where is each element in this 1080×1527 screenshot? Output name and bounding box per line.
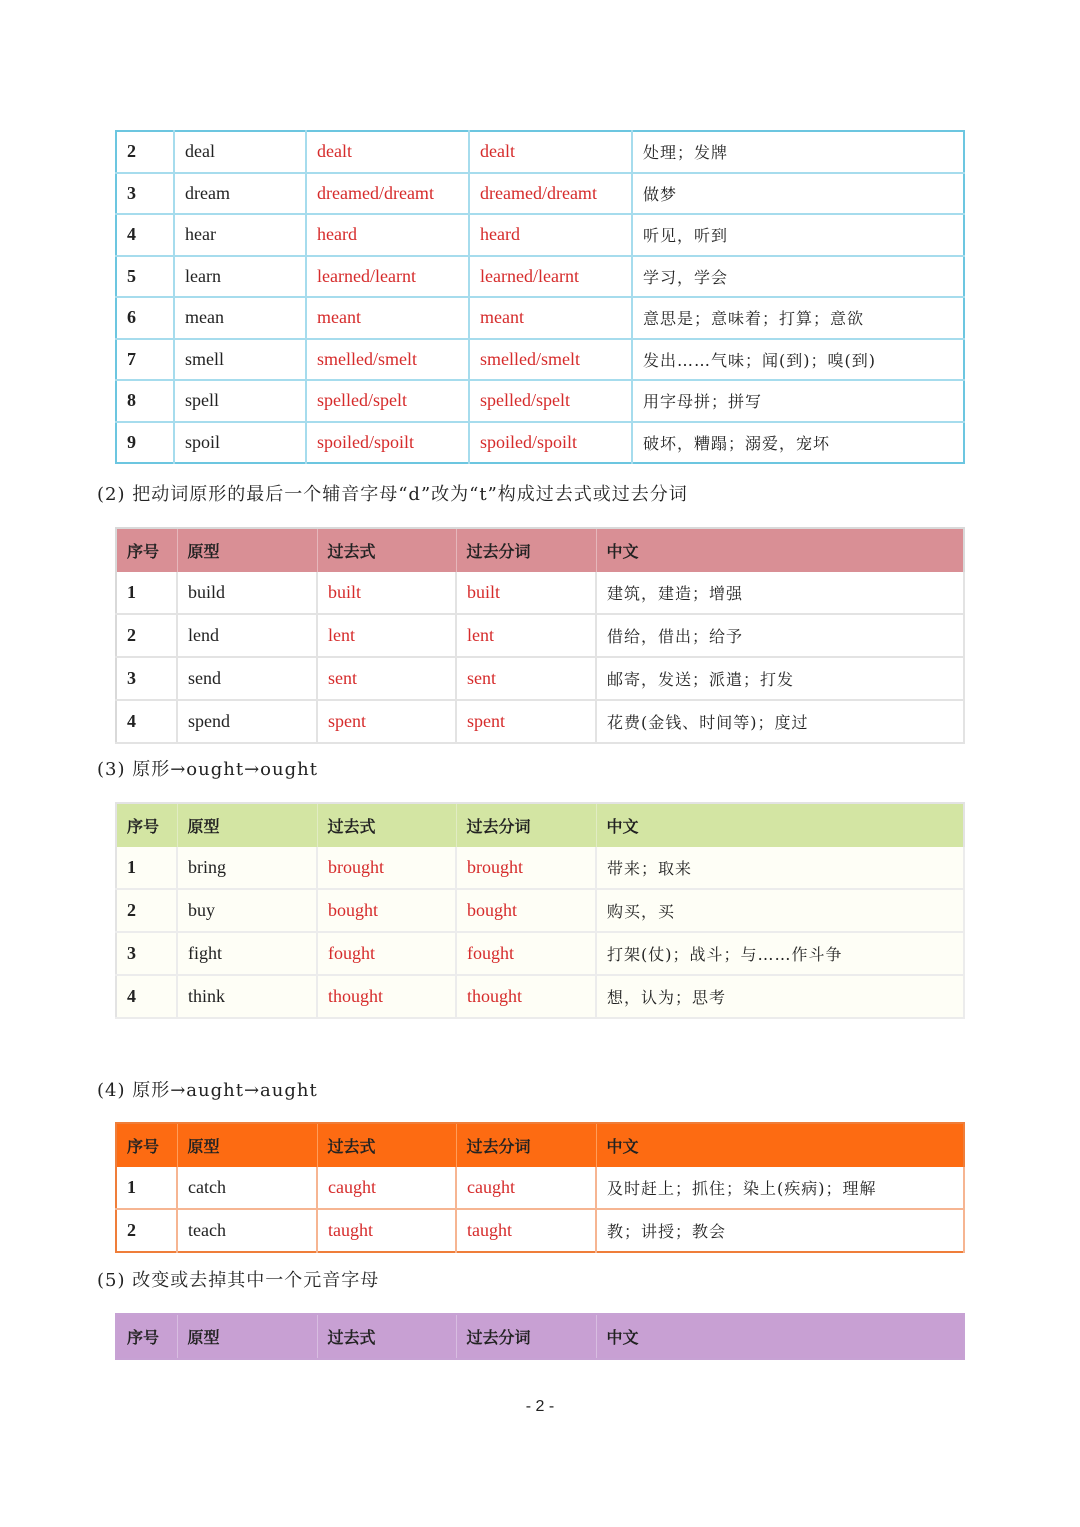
past-participle: dreamed/dreamt bbox=[469, 173, 632, 215]
past-tense: sent bbox=[317, 657, 456, 700]
header-past-participle: 过去分词 bbox=[456, 1314, 596, 1359]
irregular-verbs-table-4 bbox=[115, 1122, 965, 1253]
row-number: 4 bbox=[116, 975, 177, 1018]
chinese-meaning: 带来；取来 bbox=[596, 847, 964, 889]
base-form: send bbox=[177, 657, 317, 700]
header-past-tense: 过去式 bbox=[317, 1314, 456, 1359]
table-row bbox=[116, 847, 964, 889]
header-chinese: 中文 bbox=[596, 528, 964, 572]
past-participle: lent bbox=[456, 614, 596, 657]
base-form: learn bbox=[174, 256, 306, 298]
past-participle: smelled/smelt bbox=[469, 339, 632, 381]
irregular-verbs-table-2 bbox=[115, 527, 965, 744]
base-form: catch bbox=[177, 1167, 317, 1209]
past-participle: built bbox=[456, 572, 596, 614]
base-form: fight bbox=[177, 932, 317, 975]
past-participle: dealt bbox=[469, 131, 632, 173]
row-number: 9 bbox=[116, 422, 174, 464]
table-row bbox=[116, 297, 964, 339]
row-number: 8 bbox=[116, 380, 174, 422]
table-row bbox=[116, 572, 964, 614]
row-number: 3 bbox=[116, 173, 174, 215]
base-form: lend bbox=[177, 614, 317, 657]
base-form: think bbox=[177, 975, 317, 1018]
table-row bbox=[116, 889, 964, 932]
chinese-meaning: 打架(仗)；战斗；与……作斗争 bbox=[596, 932, 964, 975]
row-number: 3 bbox=[116, 932, 177, 975]
table-row bbox=[116, 614, 964, 657]
header-number: 序号 bbox=[116, 1123, 177, 1167]
past-tense: taught bbox=[317, 1209, 456, 1252]
past-participle: thought bbox=[456, 975, 596, 1018]
irregular-verbs-table-5 bbox=[115, 1313, 965, 1360]
table-header-row bbox=[116, 1314, 964, 1359]
row-number: 1 bbox=[116, 572, 177, 614]
table-header-row bbox=[116, 803, 964, 847]
header-chinese: 中文 bbox=[596, 1314, 964, 1359]
header-chinese: 中文 bbox=[596, 803, 964, 847]
chinese-meaning: 教；讲授；教会 bbox=[596, 1209, 964, 1252]
row-number: 3 bbox=[116, 657, 177, 700]
past-participle: caught bbox=[456, 1167, 596, 1209]
table-row bbox=[116, 131, 964, 173]
header-past-tense: 过去式 bbox=[317, 803, 456, 847]
chinese-meaning: 意思是；意味着；打算；意欲 bbox=[632, 297, 964, 339]
chinese-meaning: 听见，听到 bbox=[632, 214, 964, 256]
section-2-heading: (2) 把动词原形的最后一个辅音字母“d”改为“t”构成过去式或过去分词 bbox=[97, 484, 688, 505]
table-header-row bbox=[116, 528, 964, 572]
table-row bbox=[116, 256, 964, 298]
past-participle: heard bbox=[469, 214, 632, 256]
table-row bbox=[116, 932, 964, 975]
section-3-heading: (3) 原形→ought→ought bbox=[97, 759, 318, 780]
chinese-meaning: 花费(金钱、时间等)；度过 bbox=[596, 700, 964, 743]
past-tense: spelled/spelt bbox=[306, 380, 469, 422]
past-participle: fought bbox=[456, 932, 596, 975]
header-past-tense: 过去式 bbox=[317, 528, 456, 572]
base-form: smell bbox=[174, 339, 306, 381]
irregular-verbs-table-1 bbox=[115, 130, 965, 464]
chinese-meaning: 购买，买 bbox=[596, 889, 964, 932]
row-number: 2 bbox=[116, 1209, 177, 1252]
past-tense: fought bbox=[317, 932, 456, 975]
row-number: 2 bbox=[116, 889, 177, 932]
chinese-meaning: 发出……气味；闻(到)；嗅(到) bbox=[632, 339, 964, 381]
row-number: 5 bbox=[116, 256, 174, 298]
table-row bbox=[116, 380, 964, 422]
row-number: 4 bbox=[116, 214, 174, 256]
table-row bbox=[116, 422, 964, 464]
past-participle: spoiled/spoilt bbox=[469, 422, 632, 464]
base-form: buy bbox=[177, 889, 317, 932]
row-number: 4 bbox=[116, 700, 177, 743]
past-participle: spelled/spelt bbox=[469, 380, 632, 422]
table-row bbox=[116, 1209, 964, 1252]
header-past-participle: 过去分词 bbox=[456, 803, 596, 847]
row-number: 1 bbox=[116, 1167, 177, 1209]
irregular-verbs-table-3 bbox=[115, 802, 965, 1019]
section-5-heading: (5) 改变或去掉其中一个元音字母 bbox=[97, 1270, 380, 1291]
chinese-meaning: 用字母拼；拼写 bbox=[632, 380, 964, 422]
past-tense: thought bbox=[317, 975, 456, 1018]
base-form: spell bbox=[174, 380, 306, 422]
past-tense: bought bbox=[317, 889, 456, 932]
past-tense: learned/learnt bbox=[306, 256, 469, 298]
past-tense: dreamed/dreamt bbox=[306, 173, 469, 215]
header-past-participle: 过去分词 bbox=[456, 1123, 596, 1167]
base-form: bring bbox=[177, 847, 317, 889]
row-number: 2 bbox=[116, 131, 174, 173]
table-row bbox=[116, 339, 964, 381]
table-row bbox=[116, 700, 964, 743]
past-tense: built bbox=[317, 572, 456, 614]
base-form: spend bbox=[177, 700, 317, 743]
chinese-meaning: 借给，借出；给予 bbox=[596, 614, 964, 657]
past-tense: meant bbox=[306, 297, 469, 339]
chinese-meaning: 建筑，建造；增强 bbox=[596, 572, 964, 614]
chinese-meaning: 邮寄，发送；派遣；打发 bbox=[596, 657, 964, 700]
base-form: teach bbox=[177, 1209, 317, 1252]
header-base-form: 原型 bbox=[177, 803, 317, 847]
past-participle: taught bbox=[456, 1209, 596, 1252]
base-form: deal bbox=[174, 131, 306, 173]
past-participle: sent bbox=[456, 657, 596, 700]
chinese-meaning: 及时赶上；抓住；染上(疾病)；理解 bbox=[596, 1167, 964, 1209]
header-base-form: 原型 bbox=[177, 1314, 317, 1359]
past-tense: smelled/smelt bbox=[306, 339, 469, 381]
table-row bbox=[116, 173, 964, 215]
row-number: 1 bbox=[116, 847, 177, 889]
table-row bbox=[116, 214, 964, 256]
past-tense: dealt bbox=[306, 131, 469, 173]
base-form: build bbox=[177, 572, 317, 614]
past-tense: caught bbox=[317, 1167, 456, 1209]
page-number: - 2 - bbox=[525, 1398, 555, 1415]
header-base-form: 原型 bbox=[177, 1123, 317, 1167]
table-header-row bbox=[116, 1123, 964, 1167]
base-form: mean bbox=[174, 297, 306, 339]
table-row bbox=[116, 975, 964, 1018]
header-base-form: 原型 bbox=[177, 528, 317, 572]
chinese-meaning: 学习，学会 bbox=[632, 256, 964, 298]
past-participle: learned/learnt bbox=[469, 256, 632, 298]
header-chinese: 中文 bbox=[596, 1123, 964, 1167]
chinese-meaning: 破坏，糟蹋；溺爱，宠坏 bbox=[643, 433, 831, 453]
base-form: spoil bbox=[174, 422, 306, 464]
past-tense: spoiled/spoilt bbox=[306, 422, 469, 464]
past-participle: bought bbox=[456, 889, 596, 932]
header-past-tense: 过去式 bbox=[317, 1123, 456, 1167]
chinese-meaning: 想，认为；思考 bbox=[596, 975, 964, 1018]
past-tense: lent bbox=[317, 614, 456, 657]
past-participle: spent bbox=[456, 700, 596, 743]
table-row bbox=[116, 1167, 964, 1209]
header-number: 序号 bbox=[116, 803, 177, 847]
past-tense: brought bbox=[317, 847, 456, 889]
header-number: 序号 bbox=[116, 528, 177, 572]
row-number: 6 bbox=[116, 297, 174, 339]
header-number: 序号 bbox=[116, 1314, 177, 1359]
row-number: 2 bbox=[116, 614, 177, 657]
past-tense: heard bbox=[306, 214, 469, 256]
past-participle: meant bbox=[469, 297, 632, 339]
table-row bbox=[116, 657, 964, 700]
chinese-meaning: 处理；发牌 bbox=[632, 131, 964, 173]
chinese-meaning: 做梦 bbox=[632, 173, 964, 215]
row-number: 7 bbox=[116, 339, 174, 381]
section-4-heading: (4) 原形→aught→aught bbox=[97, 1080, 318, 1101]
past-participle: brought bbox=[456, 847, 596, 889]
past-tense: spent bbox=[317, 700, 456, 743]
header-past-participle: 过去分词 bbox=[456, 528, 596, 572]
base-form: dream bbox=[174, 173, 306, 215]
base-form: hear bbox=[174, 214, 306, 256]
